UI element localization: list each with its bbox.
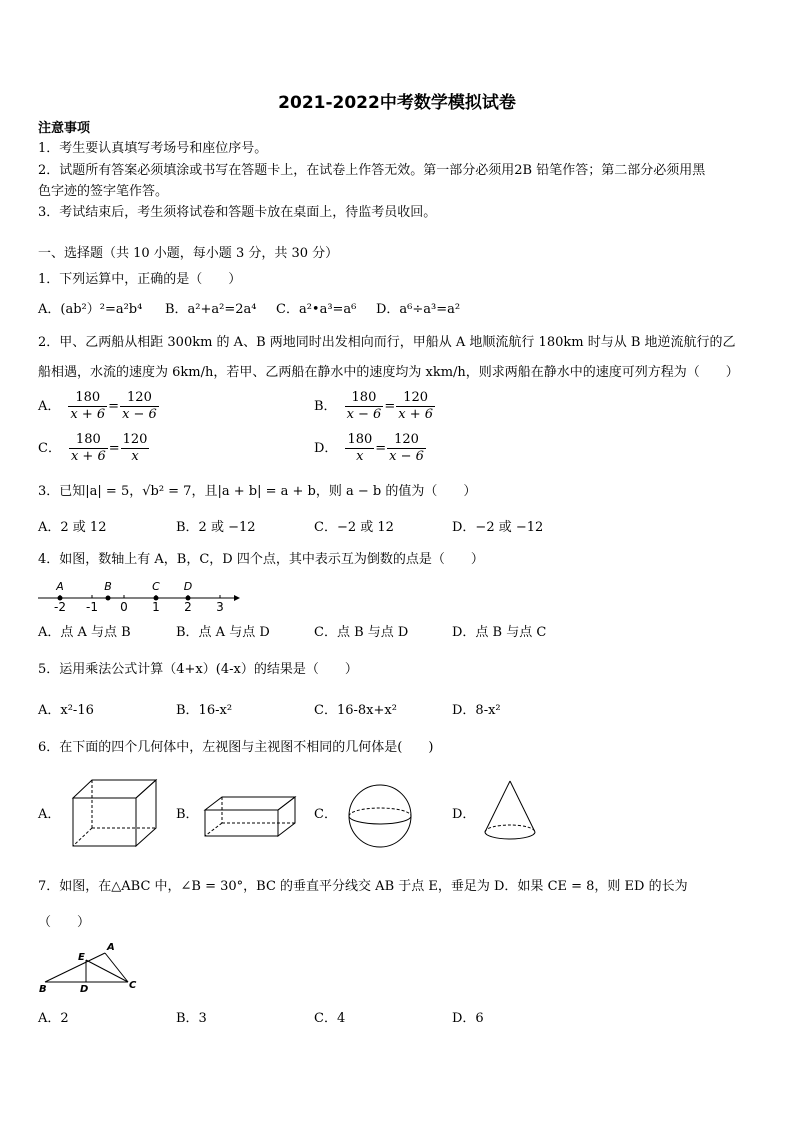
q6-label-d: D． — [452, 807, 476, 822]
q2-option-d[interactable]: D． $\frac{180}{x}$ = $\frac{120}{x - 6}$ — [314, 432, 424, 464]
cone-figure[interactable] — [482, 778, 538, 844]
q7-option-b[interactable]: B．3 — [176, 1011, 207, 1026]
fraction: $\frac{180}{x + 6}$ — [70, 390, 106, 422]
q4-option-c[interactable]: C．点 B 与点 D — [314, 625, 409, 640]
q4-option-b[interactable]: B．点 A 与点 D — [176, 625, 270, 640]
cube-figure[interactable] — [70, 776, 160, 850]
fraction: $\frac{120}{x + 6}$ — [398, 390, 433, 422]
q5-option-a[interactable]: A．x²-16 — [38, 703, 94, 718]
q6-label-b: B． — [176, 807, 199, 822]
triangle-vertex-label: C — [129, 980, 137, 991]
q1-option-d[interactable]: D．a⁶÷a³=a² — [376, 302, 461, 317]
q2-stem-1: 2．甲、乙两船从相距 300km 的 A、B 两地同时出发相向而行，甲船从 A 地顺流航行 180km 时与从 B 地逆流航行的乙 — [38, 335, 736, 350]
q3-stem: 3．已知|a| = 5，√b² = 7，且|a + b| = a + b，则 a − b 的值为（ ） — [38, 484, 477, 499]
q1-option-c[interactable]: C．a²•a³=a⁶ — [276, 302, 357, 317]
sphere-figure[interactable] — [346, 782, 414, 850]
q3-option-b[interactable]: B．2 或 −12 — [176, 520, 256, 535]
q7-stem-2: （ ） — [38, 915, 91, 930]
axis-point-label: D — [183, 580, 193, 593]
q7-option-a[interactable]: A．2 — [38, 1011, 69, 1026]
axis-point-label: B — [104, 580, 112, 593]
axis-tick-label: 2 — [184, 600, 192, 614]
q2-option-a-label: A． — [38, 398, 61, 414]
axis-tick-label: -1 — [86, 600, 98, 614]
axis-tick-label: 0 — [120, 600, 128, 614]
notice-item-2: 2．试题所有答案必须填涂或书写在答题卡上，在试卷上作答无效。第一部分必须用2B 铅笔作答；第二部分必须用黑 — [38, 163, 706, 178]
axis-point — [154, 596, 159, 601]
page-title: 2021-2022中考数学模拟试卷 — [278, 93, 516, 113]
axis-point — [186, 596, 191, 601]
q6-label-c: C． — [314, 807, 337, 822]
triangle-vertex-label: A — [107, 942, 115, 953]
q5-option-b[interactable]: B．16-x² — [176, 703, 233, 718]
q1-option-a[interactable]: A．(ab²）²=a²b⁴ — [38, 302, 143, 317]
triangle-vertex-label: B — [39, 984, 47, 995]
notice-heading: 注意事项 — [38, 121, 91, 136]
triangle-vertex-label: D — [80, 984, 89, 995]
fraction: $\frac{180}{x + 6}$ — [70, 432, 106, 464]
fraction: $\frac{180}{x - 6}$ — [346, 390, 382, 422]
q2-option-a[interactable]: A． $\frac{180}{x + 6}$ = $\frac{120}{x - 6}$ — [38, 390, 157, 422]
notice-item-3: 3．考试结束后，考生须将试卷和答题卡放在桌面上，待监考员收回。 — [38, 205, 437, 220]
q7-option-c[interactable]: C．4 — [314, 1011, 346, 1026]
number-line-figure — [30, 576, 250, 614]
section-heading: 一、选择题（共 10 小题，每小题 3 分，共 30 分） — [38, 246, 339, 261]
q2-stem-2: 船相遇，水流的速度为 6km/h，若甲、乙两船在静水中的速度均为 xkm/h，则求两船在静水中的速度可列方程为（ ） — [38, 365, 739, 380]
q5-option-d[interactable]: D．8-x² — [452, 703, 501, 718]
q1-stem: 1．下列运算中，正确的是（ ） — [38, 272, 242, 287]
q6-stem: 6．在下面的四个几何体中，左视图与主视图不相同的几何体是( ) — [38, 740, 434, 755]
q3-option-a[interactable]: A．2 或 12 — [38, 520, 107, 535]
fraction: $\frac{120}{x}$ — [122, 432, 148, 464]
q2-option-c[interactable]: C． $\frac{180}{x + 6}$ = $\frac{120}{x}$ — [38, 432, 148, 464]
q3-option-c[interactable]: C．−2 或 12 — [314, 520, 394, 535]
q3-option-d[interactable]: D．−2 或 −12 — [452, 520, 544, 535]
q4-option-d[interactable]: D．点 B 与点 C — [452, 625, 547, 640]
axis-point — [58, 596, 63, 601]
fraction: $\frac{180}{x}$ — [347, 432, 373, 464]
triangle-figure — [36, 940, 146, 996]
axis-tick-label: 1 — [152, 600, 160, 614]
q6-label-a: A． — [38, 807, 61, 822]
triangle-vertex-label: E — [78, 952, 85, 963]
q2-option-d-label: D． — [314, 440, 338, 456]
q2-option-b-label: B． — [314, 398, 337, 414]
axis-tick-label: 3 — [216, 600, 224, 614]
q4-stem: 4．如图，数轴上有 A，B，C，D 四个点，其中表示互为倒数的点是（ ） — [38, 552, 484, 567]
q1-option-b[interactable]: B．a²+a²=2a⁴ — [165, 302, 257, 317]
axis-point — [106, 596, 111, 601]
q2-option-b[interactable]: B． $\frac{180}{x - 6}$ = $\frac{120}{x + 6}$ — [314, 390, 433, 422]
q4-option-a[interactable]: A．点 A 与点 B — [38, 625, 131, 640]
notice-item-1: 1．考生要认真填写考场号和座位序号。 — [38, 141, 268, 156]
cuboid-figure[interactable] — [202, 794, 298, 840]
q7-option-d[interactable]: D．6 — [452, 1011, 484, 1026]
q7-stem-1: 7．如图，在△ABC 中，∠B = 30°，BC 的垂直平分线交 AB 于点 E，垂足为 D．如果 CE = 8，则 ED 的长为 — [38, 879, 688, 894]
axis-point-label: C — [152, 580, 160, 593]
arrow-icon — [234, 595, 240, 601]
axis-tick-label: -2 — [54, 600, 66, 614]
q5-option-c[interactable]: C．16-8x+x² — [314, 703, 397, 718]
notice-item-2-cont: 色字迹的签字笔作答。 — [38, 184, 169, 199]
fraction: $\frac{120}{x - 6}$ — [122, 390, 157, 422]
fraction: $\frac{120}{x - 6}$ — [389, 432, 424, 464]
q2-option-c-label: C． — [38, 440, 61, 456]
axis-point-label: A — [56, 580, 64, 593]
q5-stem: 5．运用乘法公式计算（4+x）(4-x）的结果是（ ） — [38, 662, 358, 677]
